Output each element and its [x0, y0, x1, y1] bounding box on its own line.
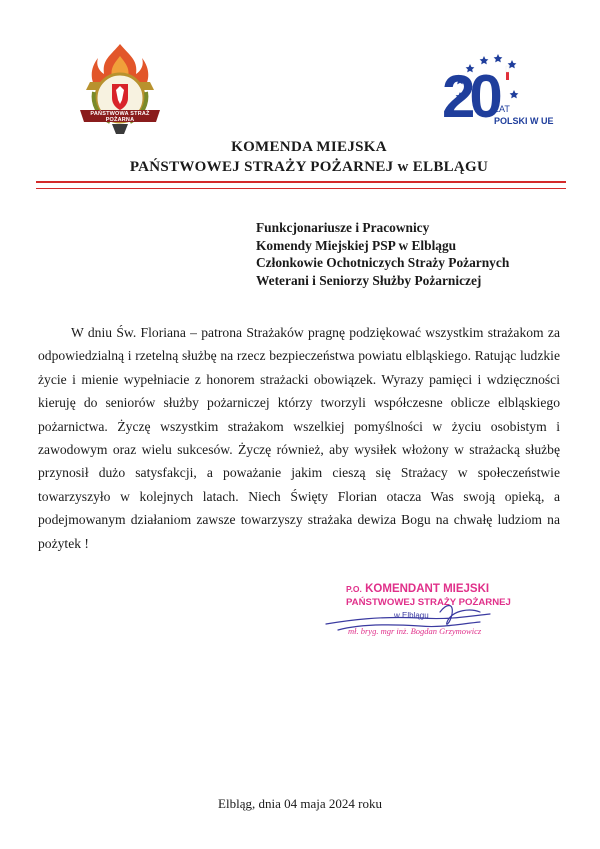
eu-text-polski: POLSKI W UE — [494, 116, 554, 126]
eu-number: 20 — [442, 63, 497, 130]
eu-text-lat: LAT — [494, 104, 510, 114]
stamp-org: PAŃSTWOWEJ STRAŻY POŻARNEJ — [346, 597, 511, 608]
stamp-prefix: P.O. — [346, 584, 362, 594]
addressee-line: Weterani i Seniorzy Służby Pożarniczej — [256, 272, 482, 288]
letterhead-title — [0, 137, 600, 177]
eu-20-years-logo — [440, 52, 552, 134]
addressee-line: Członkowie Ochotniczych Straży Pożarnych — [256, 255, 510, 270]
handwritten-signature — [320, 594, 550, 638]
psp-emblem-text: PAŃSTWOWA STRAŻ POŻARNA — [90, 111, 150, 123]
addressee-block — [256, 219, 586, 289]
addressee-line: Komendy Miejskiej PSP w Elblągu — [256, 237, 457, 253]
date-line: Elbląg, dnia 04 maja 2024 roku — [218, 796, 382, 811]
stamp-title: KOMENDANT MIEJSKI — [365, 583, 490, 595]
letter-body: W dniu Św. Floriana – patrona Strażaków pragnę podziękować wszystkim strażakom za odpowiedzialną i rzetelną służbę na rzecz bezpieczeństwa powiatu elbląskiego. Ratując ludzkie życie i mienie wypełniacie z honorem strażacki obowiązek. Wyrazy pamięci i wdzięczności kieruję do seniorów służby pożarniczej którzy tworzyli współczesne oblicze elbląskiego pożarnictwa. Życzę wszystkim strażakom wszelkiej pomyślności w życiu osobistym i zawodowym oraz wielu sukcesów. Życzę również, aby wysiłek włożony w strażacką służbę przynosił dużo satysfakcji, a poważanie jakim cieszą się Strażacy w społeczeństwie towarzyszyło w kolejnych latach. Niech Święty Florian otacza Was swoją opieką, a podejmowanym działaniom zawsze towarzyszy strażaka dewiza Bogu na chwałę ludziom na pożytek ! — [38, 325, 560, 551]
header-line-1: KOMENDA MIEJSKA — [231, 139, 387, 155]
header-line-2: PAŃSTWOWEJ STRAŻY POŻARNEJ w ELBLĄGU — [129, 159, 489, 175]
addressee-line: Funkcjonariusze i Pracownicy — [256, 220, 430, 235]
stamp-city: w Elblągu — [394, 611, 429, 620]
header-divider — [36, 181, 566, 189]
psp-emblem-logo — [72, 40, 168, 136]
stamp-signatory: mł. bryg. mgr inż. Bogdan Grzymowicz — [348, 626, 482, 636]
